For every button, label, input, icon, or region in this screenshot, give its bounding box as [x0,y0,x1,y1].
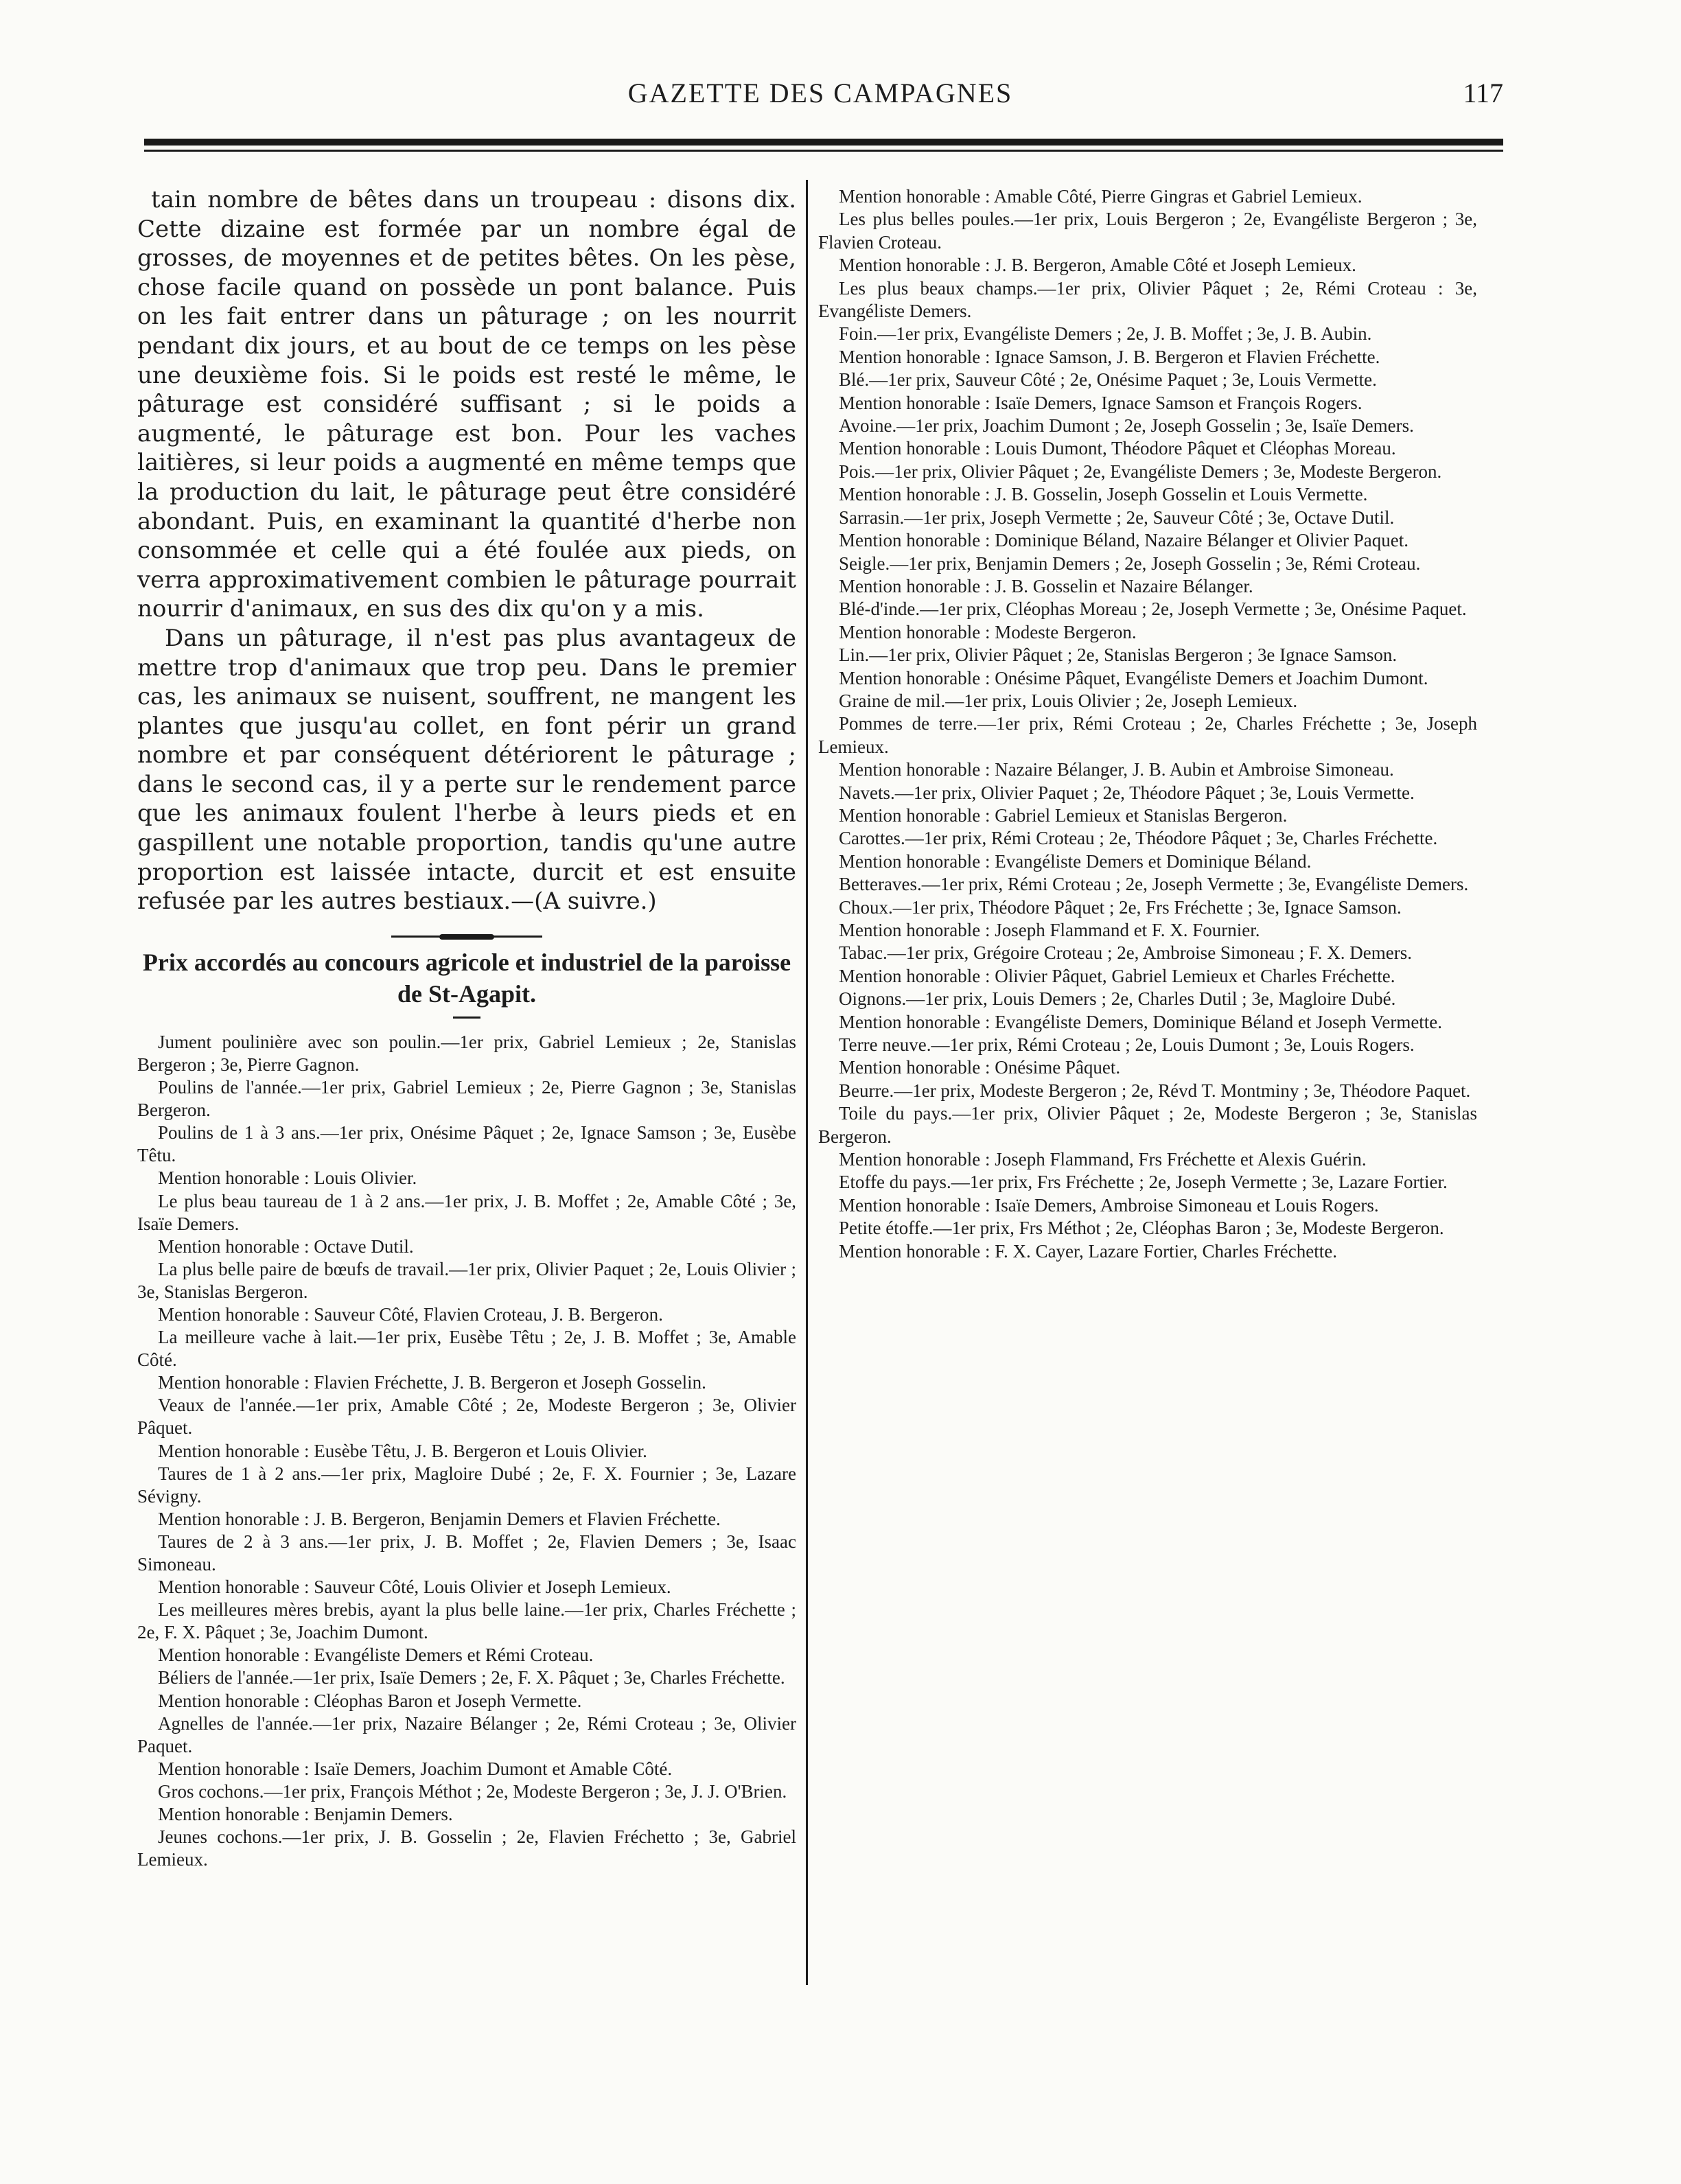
prize-entry: Mention honorable : F. X. Cayer, Lazare Fortier, Charles Fréchette. [839,1240,1337,1262]
page-header [137,77,1503,132]
page-number: 117 [1463,78,1503,108]
prize-entry: Taures de 1 à 2 ans.—1er prix, Magloire Dubé ; 2e, F. X. Fournier ; 3e, Lazare Sévigny. [137,1463,796,1507]
prize-entry: Seigle.—1er prix, Benjamin Demers ; 2e, Joseph Gosselin ; 3e, Rémi Croteau. [839,553,1421,574]
prize-entry: La meilleure vache à lait.—1er prix, Eusèbe Têtu ; 2e, J. B. Moffet ; 3e, Amable Côté. [137,1327,796,1371]
left-column [137,185,796,1871]
prize-entry: Les plus beaux champs.—1er prix, Olivier Pâquet ; 2e, Rémi Croteau : 3e, Evangéliste Demers. [818,277,1477,322]
prize-entry: Agnelles de l'année.—1er prix, Nazaire Bélanger ; 2e, Rémi Croteau ; 3e, Olivier Paquet. [137,1712,796,1756]
prize-entry: Avoine.—1er prix, Joachim Dumont ; 2e, Joseph Gosselin ; 3e, Isaïe Demers. [839,415,1414,437]
article-continuation [137,185,796,916]
prize-entry: Gros cochons.—1er prix, François Méthot ; 2e, Modeste Bergeron ; 3e, J. J. O'Brien. [158,1780,787,1802]
prize-list-right [818,185,1477,1263]
prize-entry: Jument poulinière avec son poulin.—1er prix, Gabriel Lemieux ; 2e, Stanislas Bergeron ; 3e, Pierre Gagnon. [137,1031,796,1075]
prize-entry: Sarrasin.—1er prix, Joseph Vermette ; 2e, Sauveur Côté ; 3e, Octave Dutil. [839,507,1395,528]
prize-entry: Le plus beau taureau de 1 à 2 ans.—1er prix, J. B. Moffet ; 2e, Amable Côté ; 3e, Isaïe Demers. [137,1190,796,1234]
right-column [818,185,1477,1263]
prize-entry: Mention honorable : Onésime Pâquet. [839,1057,1121,1078]
prize-entry: Mention honorable : Sauveur Côté, Louis Olivier et Joseph Lemieux. [158,1577,671,1598]
section-heading: Prix accordés au concours agricole et industriel de la paroisse de St-Agapit. [142,948,791,1008]
column-divider [806,180,808,1985]
prize-entry: Jeunes cochons.—1er prix, J. B. Gosselin ; 2e, Flavien Fréchetto ; 3e, Gabriel Lemieux. [137,1826,796,1870]
prize-entry: Mention honorable : Dominique Béland, Nazaire Bélanger et Olivier Paquet. [839,530,1408,551]
prize-entry: Toile du pays.—1er prix, Olivier Pâquet ; 2e, Modeste Bergeron ; 3e, Stanislas Bergeron. [818,1103,1477,1147]
prize-entry: Mention honorable : Nazaire Bélanger, J. B. Aubin et Ambroise Simoneau. [839,759,1394,780]
prize-entry: Les plus belles poules.—1er prix, Louis Bergeron ; 2e, Evangéliste Bergeron ; 3e, Flavien Croteau. [818,209,1477,253]
prize-entry: Lin.—1er prix, Olivier Pâquet ; 2e, Stanislas Bergeron ; 3e Ignace Samson. [839,644,1398,666]
prize-entry: Oignons.—1er prix, Louis Demers ; 2e, Charles Dutil ; 3e, Magloire Dubé. [839,988,1396,1010]
prize-entry: Veaux de l'année.—1er prix, Amable Côté ; 2e, Modeste Bergeron ; 3e, Olivier Pâquet. [137,1395,796,1439]
prize-entry: Graine de mil.—1er prix, Louis Olivier ; 2e, Joseph Lemieux. [839,690,1298,711]
prize-entry: Mention honorable : Sauveur Côté, Flavien Croteau, J. B. Bergeron. [158,1303,663,1325]
prize-entry: La plus belle paire de bœufs de travail.—1er prix, Olivier Paquet ; 2e, Louis Olivier ; 3e, Stanislas Bergeron. [137,1258,796,1302]
prize-entry: Tabac.—1er prix, Grégoire Croteau ; 2e, Ambroise Simoneau ; F. X. Demers. [839,942,1412,964]
prize-entry: Mention honorable : Gabriel Lemieux et Stanislas Bergeron. [839,804,1288,826]
header-rule-thin [144,150,1503,152]
prize-entry: Mention honorable : Onésime Pâquet, Evangéliste Demers et Joachim Dumont. [839,667,1428,688]
prize-entry: Mention honorable : Joseph Flammand, Frs Fréchette et Alexis Guérin. [839,1149,1367,1170]
prize-entry: Mention honorable : Eusèbe Têtu, J. B. Bergeron et Louis Olivier. [158,1440,647,1461]
prize-entry: Foin.—1er prix, Evangéliste Demers ; 2e, J. B. Moffet ; 3e, J. B. Aubin. [839,323,1372,345]
prize-entry: Mention honorable : J. B. Gosselin et Nazaire Bélanger. [839,575,1253,596]
heading-dash [453,1017,480,1019]
prize-entry: Mention honorable : Louis Dumont, Théodore Pâquet et Cléophas Moreau. [839,438,1396,459]
prize-entry: Mention honorable : Amable Côté, Pierre Gingras et Gabriel Lemieux. [839,186,1363,207]
prize-entry: Terre neuve.—1er prix, Rémi Croteau ; 2e, Louis Dumont ; 3e, Louis Rogers. [839,1034,1415,1056]
prize-entry: Mention honorable : J. B. Bergeron, Amable Côté et Joseph Lemieux. [839,255,1356,276]
prize-entry: Mention honorable : Isaïe Demers, Ambroise Simoneau et Louis Rogers. [839,1194,1379,1216]
section-separator [391,934,542,940]
prize-entry: Mention honorable : Ignace Samson, J. B. Bergeron et Flavien Fréchette. [839,346,1380,367]
prize-entry: Poulins de 1 à 3 ans.—1er prix, Onésime Pâquet ; 2e, Ignace Samson ; 3e, Eusèbe Têtu. [137,1122,796,1166]
prize-entry: Mention honorable : Flavien Fréchette, J. B. Bergeron et Joseph Gosselin. [158,1372,706,1393]
header-rule-thick [144,139,1503,146]
prize-entry: Mention honorable : Modeste Bergeron. [839,621,1137,642]
prize-entry: Choux.—1er prix, Théodore Pâquet ; 2e, Frs Fréchette ; 3e, Ignace Samson. [839,896,1402,918]
article-paragraph: Dans un pâturage, il n'est pas plus avantageux de mettre trop d'animaux que trop peu. Dans le premier cas, les animaux se nuisent, souffrent, ne mangent les plantes que jusqu'au collet, en font périr un grand nombre et par conséquent détériorent le pâturage ; dans le second cas, il y a perte sur le rendement parce que les animaux foulent l'herbe à leurs pieds et en gaspillent une notable proportion, tandis qu'une autre proportion est laissée intacte, durcit et est ensuite refusée par les autres bestiaux.—(A suivre.) [137,624,796,916]
prize-entry: Mention honorable : Olivier Pâquet, Gabriel Lemieux et Charles Fréchette. [839,965,1395,986]
prize-entry: Mention honorable : J. B. Gosselin, Joseph Gosselin et Louis Vermette. [839,484,1368,505]
prize-entry: Carottes.—1er prix, Rémi Croteau ; 2e, Théodore Pâquet ; 3e, Charles Fréchette. [839,828,1438,849]
prize-entry: Mention honorable : Evangéliste Demers et Rémi Croteau. [158,1645,594,1666]
article-paragraph: tain nombre de bêtes dans un troupeau : disons dix. Cette dizaine est formée par un nombre égal de grosses, de moyennes et de petites bêtes. On les pèse, chose facile quand on possède un pont balance. Puis on les fait entrer dans un pâturage ; on les nourrit pendant dix jours, et au bout de ce temps on les pèse une deuxième fois. Si le poids est resté le même, le pâturage est considéré suffisant ; si le poids a augmenté, le pâturage est bon. Pour les vaches laitières, si leur poids a augmenté en même temps que la production du lait, le pâturage peut être considéré abondant. Puis, en examinant la quantité d'herbe non consommée et celle qui a été foulée aux pieds, on verra approximativement combien le pâturage pourrait nourrir d'animaux, en sus des dix qu'on y a mis. [137,186,796,623]
prize-entry: Mention honorable : Joseph Flammand et F. X. Fournier. [839,920,1260,940]
prize-entry: Blé-d'inde.—1er prix, Cléophas Moreau ; 2e, Joseph Vermette ; 3e, Onésime Paquet. [839,599,1467,620]
prize-entry: Taures de 2 à 3 ans.—1er prix, J. B. Moffet ; 2e, Flavien Demers ; 3e, Isaac Simoneau. [137,1531,796,1575]
prize-entry: Beurre.—1er prix, Modeste Bergeron ; 2e, Révd T. Montminy ; 3e, Théodore Paquet. [839,1080,1471,1101]
prize-entry: Mention honorable : Octave Dutil. [158,1235,414,1257]
prize-entry: Mention honorable : Cléophas Baron et Joseph Vermette. [158,1690,582,1711]
prize-entry: Pois.—1er prix, Olivier Pâquet ; 2e, Evangéliste Demers ; 3e, Modeste Bergeron. [839,461,1442,482]
prize-entry: Béliers de l'année.—1er prix, Isaïe Demers ; 2e, F. X. Pâquet ; 3e, Charles Fréchette. [158,1667,785,1688]
prize-entry: Navets.—1er prix, Olivier Paquet ; 2e, Théodore Pâquet ; 3e, Louis Vermette. [839,782,1415,803]
prize-entry: Betteraves.—1er prix, Rémi Croteau ; 2e, Joseph Vermette ; 3e, Evangéliste Demers. [839,874,1469,895]
prize-entry: Mention honorable : Isaïe Demers, Ignace Samson et François Rogers. [839,392,1363,413]
prize-entry: Mention honorable : Benjamin Demers. [158,1804,453,1825]
prize-entry: Mention honorable : J. B. Bergeron, Benjamin Demers et Flavien Fréchette. [158,1508,721,1529]
prize-entry: Poulins de l'année.—1er prix, Gabriel Lemieux ; 2e, Pierre Gagnon ; 3e, Stanislas Bergeron. [137,1077,796,1121]
newspaper-title: GAZETTE DES CAMPAGNES [627,78,1013,108]
prize-entry: Mention honorable : Isaïe Demers, Joachim Dumont et Amable Côté. [158,1758,673,1779]
prize-entry: Etoffe du pays.—1er prix, Frs Fréchette ; 2e, Joseph Vermette ; 3e, Lazare Fortier. [839,1172,1448,1193]
prize-entry: Mention honorable : Evangéliste Demers, Dominique Béland et Joseph Vermette. [839,1011,1443,1032]
prize-entry: Blé.—1er prix, Sauveur Côté ; 2e, Onésime Paquet ; 3e, Louis Vermette. [839,369,1377,391]
prize-entry: Les meilleures mères brebis, ayant la plus belle laine.—1er prix, Charles Fréchette ; 2e, F. X. Pâquet ; 3e, Joachim Dumont. [137,1599,796,1643]
prize-entry: Pommes de terre.—1er prix, Rémi Croteau ; 2e, Charles Fréchette ; 3e, Joseph Lemieux. [818,713,1477,757]
prize-entry: Petite étoffe.—1er prix, Frs Méthot ; 2e, Cléophas Baron ; 3e, Modeste Bergeron. [839,1218,1444,1239]
prize-entry: Mention honorable : Louis Olivier. [158,1167,417,1189]
prize-list-left [137,1031,796,1871]
prize-entry: Mention honorable : Evangéliste Demers et Dominique Béland. [839,850,1312,872]
